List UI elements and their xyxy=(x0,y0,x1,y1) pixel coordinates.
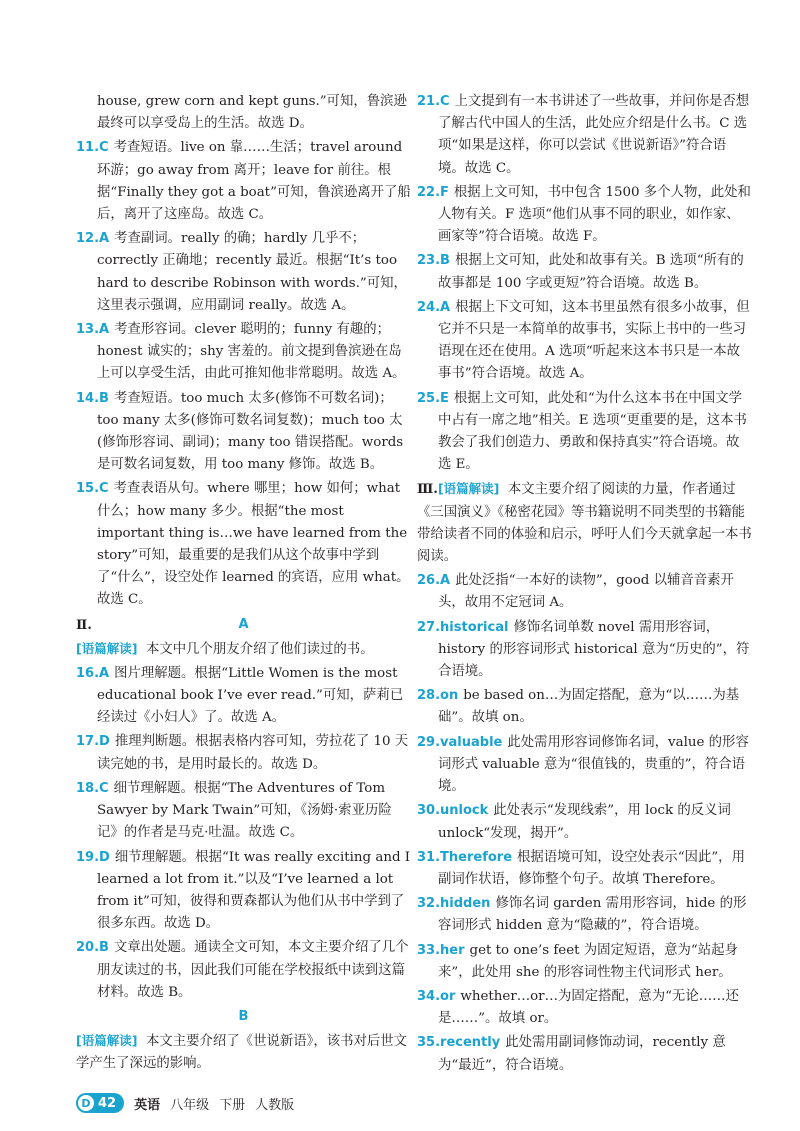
right-column xyxy=(417,91,752,1079)
section-roman: Ⅱ. xyxy=(76,616,92,633)
answer-item xyxy=(417,893,752,937)
answer-item xyxy=(76,228,411,317)
answer-number: 16.A xyxy=(76,665,110,681)
answer-number: 18.C xyxy=(76,780,109,796)
answer-text: 细节理解题。根据“It was really exciting and I learned a lot from it.”以及“I’ve learned a lot from it”可知，彼得和贾森都认为他们从书中学到了很多东西。故选 D。 xyxy=(97,849,411,932)
answer-text: 根据语境可知，设空处表示“因此”，用副词作状语，修饰整个句子。故填 Therefore。 xyxy=(438,849,745,887)
subject-label: 英语 xyxy=(134,1097,161,1113)
answer-item xyxy=(417,1032,752,1076)
answer-item xyxy=(417,617,752,684)
passage-intro-text: 本文中几个朋友介绍了他们读过的书。 xyxy=(145,641,374,657)
answer-text: 此处表示“发现线索”，用 lock 的反义词 unlock“发现，揭开”。 xyxy=(438,803,731,841)
answer-item xyxy=(417,940,752,984)
page-number: 42 xyxy=(98,1095,117,1111)
answer-text: 细节理解题。根据“The Adventures of Tom Sawyer by Mark Twain”可知，《汤姆·索亚历险记》的作者是马克·吐温。故选 C。 xyxy=(97,780,392,841)
answer-text: 图片理解题。根据“Little Women is the most educational book I’ve ever read.”可知，萨莉已经读过《小妇人》了。故选 A。 xyxy=(97,665,404,726)
answer-number: 31.Therefore xyxy=(417,849,513,865)
answer-item xyxy=(76,731,411,775)
answer-text: 根据上文可知，此处和故事有关。B 选项“所有的故事都是 100 字或更短”符合语境。故选 B。 xyxy=(438,253,744,291)
passage-intro xyxy=(76,638,411,661)
section-heading-2 xyxy=(76,614,411,636)
answer-item xyxy=(417,91,752,180)
answer-number: 14.B xyxy=(76,390,109,406)
answer-number: 17.D xyxy=(76,734,110,750)
answer-item xyxy=(76,778,411,845)
answer-number: 32.hidden xyxy=(417,896,491,912)
answer-text: 此处需用副词修饰动词，recently 意为“最近”，符合语境。 xyxy=(438,1035,726,1073)
answer-text: 根据上下文可知，这本书里虽然有很多小故事，但它并不只是一本简单的故事书，实际上书中的一些习语现在还在使用。A 选项“听起来这本书只是一本故事书”符合语境。故选 A。 xyxy=(438,299,750,382)
section-heading-b xyxy=(76,1006,411,1028)
continued-answer: house, grew corn and kept guns.”可知，鲁滨逊最终可以享受岛上的生活。故选 D。 xyxy=(97,94,407,132)
answer-item xyxy=(76,937,411,1004)
answer-number: 21.C xyxy=(417,94,450,109)
answer-item xyxy=(76,137,411,226)
answer-item xyxy=(76,319,411,386)
answer-item xyxy=(76,663,411,730)
answer-item xyxy=(417,685,752,729)
answer-text: 修饰名词 garden 需用形容词，hide 的形容词形式 hidden 意为“隐藏的”，符合语境。 xyxy=(438,896,747,934)
passage-tag: [语篇解读] xyxy=(76,1032,138,1048)
answer-text: 考查形容词。clever 聪明的；funny 有趣的；honest 诚实的；shy 害羞的。前文提到鲁滨逊在岛上可以享受生活，由此可推知他非常聪明。故选 A。 xyxy=(97,322,406,382)
answer-item xyxy=(417,800,752,844)
answer-number: 26.A xyxy=(417,573,451,589)
answer-text: 考查短语。too much 太多(修饰不可数名词)；too many 太多(修饰可数名词复数)；much too 太(修饰形容词、副词)；many too 错误搭配。words 是可数名词复数，用 too many 修饰。故选 B。 xyxy=(97,390,404,473)
answer-item xyxy=(417,986,752,1030)
answer-text: 根据上文可知，书中包含 1500 多个人物，此处和人物有关。F 选项“他们从事不同的职业，如作家、画家等”符合语境。故选 F。 xyxy=(438,184,751,245)
answer-number: 22.F xyxy=(417,184,449,200)
answer-text: 考查短语。live on 靠……生活；travel around 环游；go away from 离开；leave for 前往。根据“Finally they got a boat”可知，鲁滨逊离开了船后，离开了这座岛。故选 C。 xyxy=(97,140,411,223)
answer-text: get to one’s feet 为固定短语，意为“站起身来”，此处用 she 的形容词性物主代词形式 her。 xyxy=(438,942,738,980)
answer-number: 13.A xyxy=(76,322,110,338)
section-roman: Ⅲ. xyxy=(417,481,438,498)
answer-number: 19.D xyxy=(76,849,110,865)
section-letter: B xyxy=(238,1008,249,1024)
answer-text: 上文提到有一本书讲述了一些故事，并问你是否想了解古代中国人的生活，此处应介绍是什么书。C 选项“如果是这样，你可以尝试《世说新语》”符合语境。故选 C。 xyxy=(438,94,750,176)
answer-number: 30.unlock xyxy=(417,803,489,819)
answer-item xyxy=(417,182,752,249)
answer-number: 25.E xyxy=(417,390,449,406)
answer-number: 12.A xyxy=(76,231,110,247)
answer-item xyxy=(76,847,411,936)
answer-text: be based on…为固定搭配，意为“以……为基础”。故填 on。 xyxy=(438,688,740,726)
answer-number: 23.B xyxy=(417,253,450,269)
passage-tag: [语篇解读] xyxy=(437,481,500,497)
answer-number: 11.C xyxy=(76,140,109,156)
section-letter: A xyxy=(238,616,249,632)
answer-item xyxy=(76,478,411,611)
answer-number: 29.valuable xyxy=(417,734,503,750)
passage-intro xyxy=(76,1030,411,1075)
answer-text: 此处泛指“一本好的读物”，good 以辅音音素开头，故用不定冠词 A。 xyxy=(438,573,734,611)
answer-item xyxy=(417,570,752,614)
answer-item xyxy=(417,732,752,799)
answer-item xyxy=(76,388,411,477)
answer-text: 此处需用形容词修饰名词，value 的形容词形式 valuable 意为“很值钱的，贵重的”，符合语境。 xyxy=(438,734,749,795)
answer-number: 35.recently xyxy=(417,1035,501,1051)
edition-label: 人教版 xyxy=(255,1097,295,1113)
answer-text: 考查副词。really 的确；hardly 几乎不；correctly 正确地；recently 最近。根据“It’s too hard to describe Robinson with words.”可知，这里表示强调，应用副词 really。故选 A。 xyxy=(97,231,407,313)
passage-intro-text: 本文主要介绍了阅读的力量，作者通过《三国演义》《秘密花园》等书籍说明不同类型的书籍能带给读者不同的体验和启示，呼吁人们今天就拿起一本书阅读。 xyxy=(417,482,752,565)
answer-text: 考查表语从句。where 哪里；how 如何；what 什么；how many 多少。根据“the most important thing is…we have learned from the story”可知，最重要的是我们从这个故事中学到了“什么”，设空处作 learned 的宾语，应用 what。故选 C。 xyxy=(97,481,410,608)
answer-item xyxy=(417,847,752,891)
answer-number: 15.C xyxy=(76,481,109,497)
answer-number: 20.B xyxy=(76,940,109,956)
answer-text: whether…or…为固定搭配，意为“无论……还是……”。故填 or。 xyxy=(438,988,739,1027)
d-logo-icon: D xyxy=(78,1095,94,1111)
answer-item xyxy=(417,388,752,477)
answer-item xyxy=(417,297,752,386)
section-3-intro xyxy=(417,478,752,568)
answer-number: 33.her xyxy=(417,942,465,958)
answer-number: 27.historical xyxy=(417,619,509,635)
answer-item xyxy=(417,250,752,294)
page-footer xyxy=(76,1092,304,1114)
volume-label: 下册 xyxy=(219,1097,246,1113)
answer-text: 推理判断题。根据表格内容可知，劳拉花了 10 天读完她的书，是用时最长的。故选 D。 xyxy=(97,734,409,772)
answer-text: 修饰名词单数 novel 需用形容词，history 的形容词形式 historical 意为“历史的”，符合语境。 xyxy=(438,619,750,680)
answer-text: 根据上文可知，此处和“为什么这本书在中国文学中占有一席之地”相关。E 选项“更重要的是，这本书教会了我们创造力、勇敢和保持真实”符合语境。故选 E。 xyxy=(438,390,747,473)
passage-intro-text: 本文主要介绍了《世说新语》，该书对后世文学产生了深远的影响。 xyxy=(76,1033,408,1072)
answer-text: 文章出处题。通读全文可知，本文主要介绍了几个朋友读过的书，因此我们可能在学校报纸中读到这篇材料。故选 B。 xyxy=(97,940,409,1000)
answer-number: 24.A xyxy=(417,299,451,315)
left-column xyxy=(76,91,411,1077)
grade-label: 八年级 xyxy=(170,1097,210,1113)
answer-number: 28.on xyxy=(417,688,459,704)
passage-tag: [语篇解读] xyxy=(76,640,138,656)
answer-number: 34.or xyxy=(417,988,456,1004)
page-badge xyxy=(76,1093,124,1113)
